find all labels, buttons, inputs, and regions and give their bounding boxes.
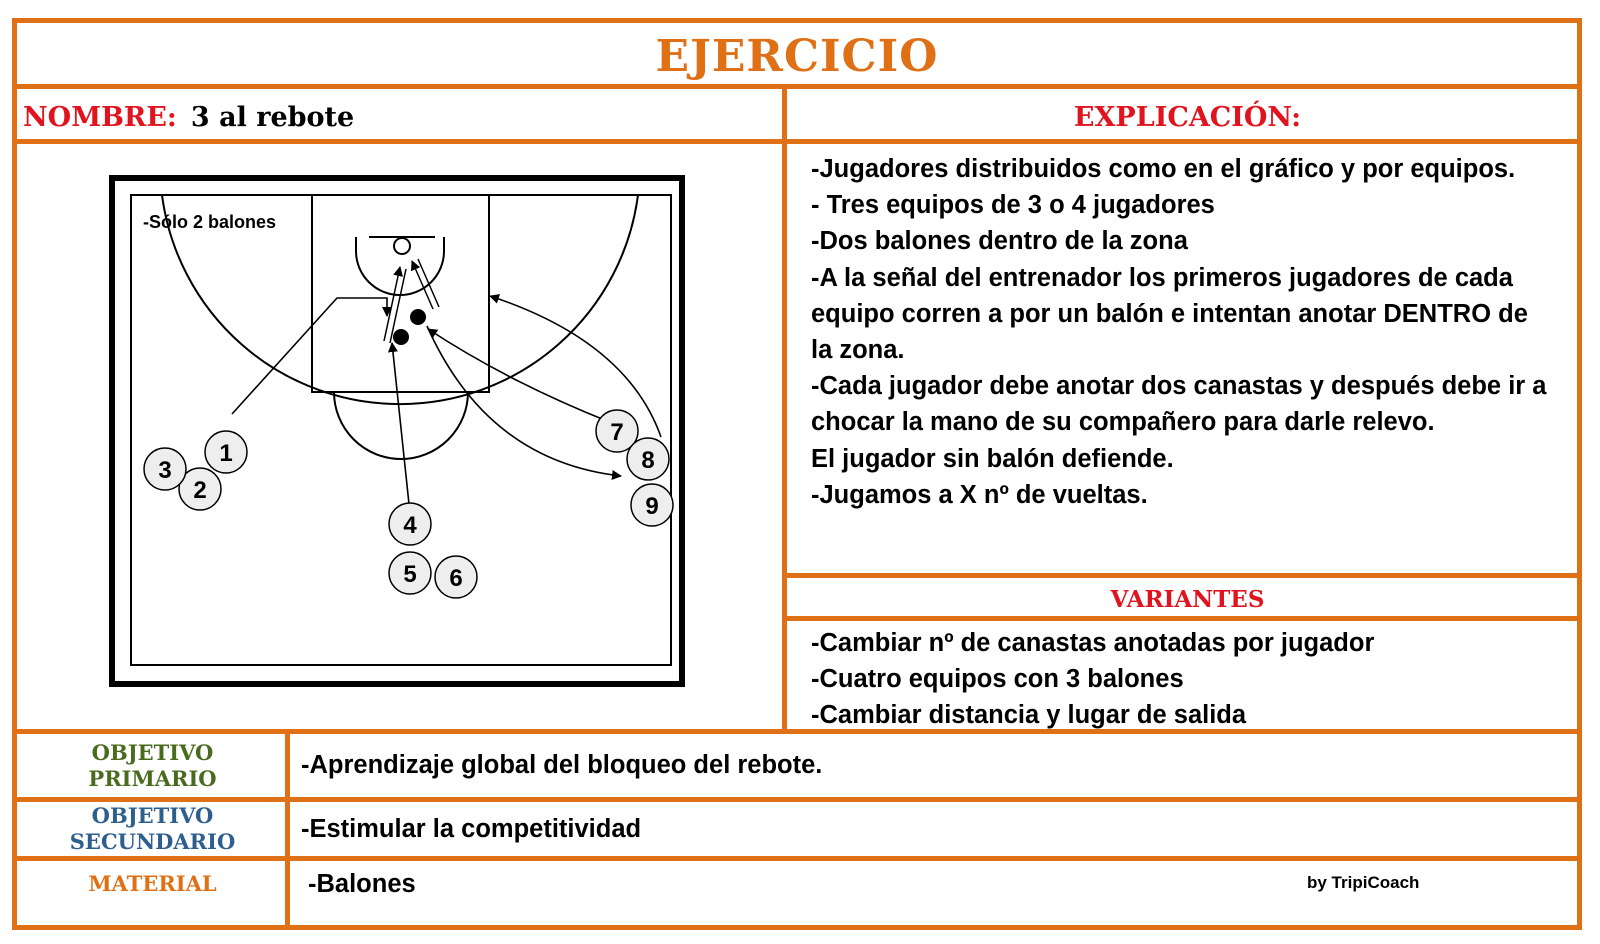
explanation-line: - Tres equipos de 3 o 4 jugadores [811,191,1215,220]
variant-line: -Cambiar nº de canastas anotadas por jugador [811,629,1375,657]
variant-line: -Cuatro equipos con 3 balones [811,665,1184,693]
player-3 [144,448,186,490]
material-value: -Balones [308,869,416,898]
divider [782,84,787,732]
label-line: PRIMARIO [88,765,217,791]
svg-text:6: 6 [449,565,463,592]
variant-line: -Cambiar distancia y lugar de salida [811,701,1247,729]
svg-text:8: 8 [641,447,655,474]
movement-line [490,296,661,437]
variants-heading: VARIANTES [1110,585,1265,613]
svg-text:4: 4 [403,512,417,539]
explanation-line: El jugador sin balón defiende. [811,444,1174,473]
pass-line [427,326,624,476]
variants-text [811,625,1571,733]
name-label: NOMBRE: [23,101,177,133]
primary-objective-value: -Aprendizaje global del bloqueo del rebote. [301,751,823,779]
label-line: SECUNDARIO [69,829,236,854]
player-8 [627,438,669,480]
ball [410,309,426,325]
svg-text:1: 1 [219,440,233,467]
exercise-name-row [23,89,791,145]
player-5 [389,552,431,594]
explanation-heading: EXPLICACIÓN: [1073,101,1302,133]
secondary-objective-label [17,802,288,856]
court-svg [107,171,707,711]
explanation-text [811,151,1571,513]
exercise-sheet [12,18,1582,930]
movement-line [428,329,607,421]
explanation-line: -Jugamos a X nº de vueltas. [811,480,1148,509]
svg-text:2: 2 [193,477,207,504]
ball [393,329,409,345]
explanation-line: chocar la mano de su compañero para darle relevo. [811,408,1435,437]
explanation-line: la zona. [811,336,905,365]
name-value: 3 al rebote [190,101,355,133]
page-title: EJERCICIO [655,30,939,82]
primary-objective-label [17,734,288,797]
court-diagram [107,171,707,716]
player-1 [205,431,247,473]
svg-text:9: 9 [645,493,659,520]
credit-text: by TripiCoach [1307,873,1420,892]
label-line: OBJETIVO [91,739,214,765]
explanation-line: -Dos balones dentro de la zona [811,227,1188,256]
explanation-line: -A la señal del entrenador los primeros jugadores de cada [811,263,1513,292]
player-9 [631,484,673,526]
explanation-line: equipo corren a por un balón e intentan anotar DENTRO de [811,299,1528,328]
label-line: OBJETIVO [91,803,214,828]
material-label: MATERIAL [88,871,217,896]
diagram-note: -Sólo 2 balones [143,212,277,232]
svg-text:3: 3 [158,457,172,484]
divider [782,573,1577,578]
secondary-objective-value: -Estimular la competitividad [301,814,642,843]
svg-text:7: 7 [610,419,624,446]
rim [394,238,410,254]
player-4 [389,503,431,545]
movement-line [392,343,409,504]
explanation-line: -Cada jugador debe anotar dos canastas y después debe ir a [811,372,1547,401]
player-6 [435,556,477,598]
explanation-line: -Jugadores distribuidos como en el gráfico y por equipos. [811,155,1516,183]
svg-text:5: 5 [403,561,417,588]
